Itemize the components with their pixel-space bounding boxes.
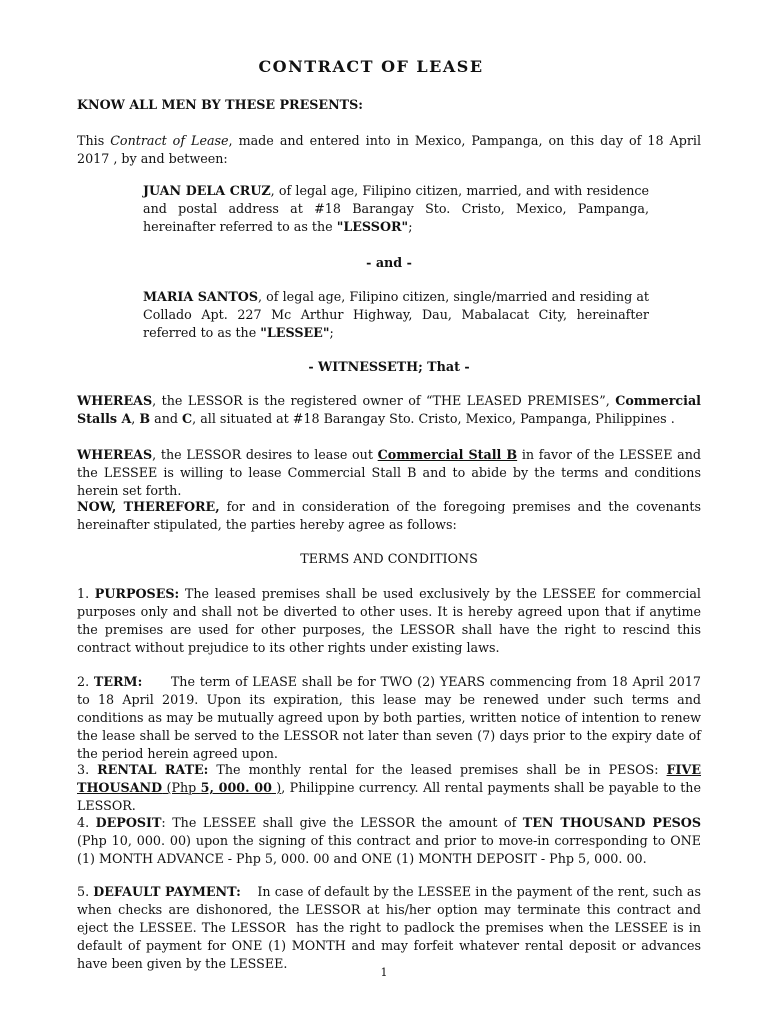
- section-purposes: 1. PURPOSES: The leased premises shall be used exclusively by the LESSEE for commercial purposes only and shall not be diverted to other uses. It is hereby agreed upon that if anytime the premises are used for other purposes, the LESSOR shall have the right to rescind this contract without prejudice to its other rights under existing laws.: [77, 586, 701, 655]
- contract-title-italic: Contract of Lease: [110, 133, 229, 148]
- lessee-name: MARIA SANTOS: [143, 289, 258, 304]
- section-default-payment: 5. DEFAULT PAYMENT: In case of default by the LESSEE in the payment of the rent, such as when checks are dishonored, the LESSOR at his/her option may terminate this contract and eject the LESSEE. The LESSOR has the right to padlock the premises when the LESSEE is in default of payment for ONE (1) MONTH and may forfeit whatever rental deposit or advances have been given by the LESSEE.: [77, 884, 706, 971]
- section-term: 2. TERM: The term of LEASE shall be for TWO (2) YEARS commencing from 18 April 2017 to 18 April 2019. Upon its expiration, this lease may be renewed under such terms and conditions as may be mutually agreed upon by both parties, written notice of intention to renew the lease shall be served to the LESSOR not later than seven (7) days prior to the expiry date of the period herein agreed upon.: [77, 674, 706, 761]
- whereas-paragraph-2: WHEREAS, the LESSOR desires to lease out Commercial Stall B in favor of the LESSEE and the LESSEE is willing to lease Commercial Stall B and to abide by the terms and conditions herein set forth.: [77, 447, 701, 498]
- lessor-paragraph: JUAN DELA CRUZ, of legal age, Filipino citizen, married, and with residence and postal address at #18 Barangay Sto. Cristo, Mexico, Pampanga, hereinafter referred to as the "LESSOR";: [143, 183, 649, 234]
- page-number: 1: [380, 966, 388, 979]
- and-separator: - and -: [366, 255, 412, 270]
- whereas-paragraph-1: WHEREAS, the LESSOR is the registered owner of “THE LEASED PREMISES”, Commercial Stalls A, B and C, all situated at #18 Barangay Sto. Cristo, Mexico, Pampanga, Philippines .: [77, 393, 701, 426]
- witnesseth-heading: - WITNESSETH; That -: [308, 359, 470, 374]
- lessee-role: "LESSEE": [260, 325, 330, 340]
- stall-b-underlined: Commercial Stall B: [377, 447, 518, 462]
- intro-paragraph: This Contract of Lease, made and entered into in Mexico, Pampanga, on this day of 18 April 2017 , by and between:: [77, 133, 701, 166]
- section-deposit: 4. DEPOSIT: The LESSEE shall give the LESSOR the amount of TEN THOUSAND PESOS (Php 10, 000. 00) upon the signing of this contract and prior to move-in corresponding to ONE (1) MONTH ADVANCE - Php 5, 000. 00 and ONE (1) MONTH DEPOSIT - Php 5, 000. 00.: [77, 815, 701, 866]
- lessee-paragraph: MARIA SANTOS, of legal age, Filipino citizen, single/married and residing at Collado Apt. 227 Mc Arthur Highway, Dau, Mabalacat City, hereinafter referred to as the "LESSEE";: [143, 289, 650, 340]
- now-therefore-paragraph: NOW, THEREFORE, for and in consideration of the foregoing premises and the covenants hereinafter stipulated, the parties hereby agree as follows:: [77, 499, 702, 532]
- document-title: CONTRACT OF LEASE: [258, 57, 484, 76]
- terms-heading: TERMS AND CONDITIONS: [300, 551, 478, 566]
- know-all-heading: KNOW ALL MEN BY THESE PRESENTS:: [77, 97, 363, 112]
- lessor-name: JUAN DELA CRUZ: [143, 183, 271, 198]
- lessor-role: "LESSOR": [336, 219, 409, 234]
- section-rental-rate: 3. RENTAL RATE: The monthly rental for the leased premises shall be in PESOS: FIVE THOUSAND (Php 5, 000. 00 ), Philippine currency. All rental payments shall be payable to the LESSOR.: [77, 762, 701, 813]
